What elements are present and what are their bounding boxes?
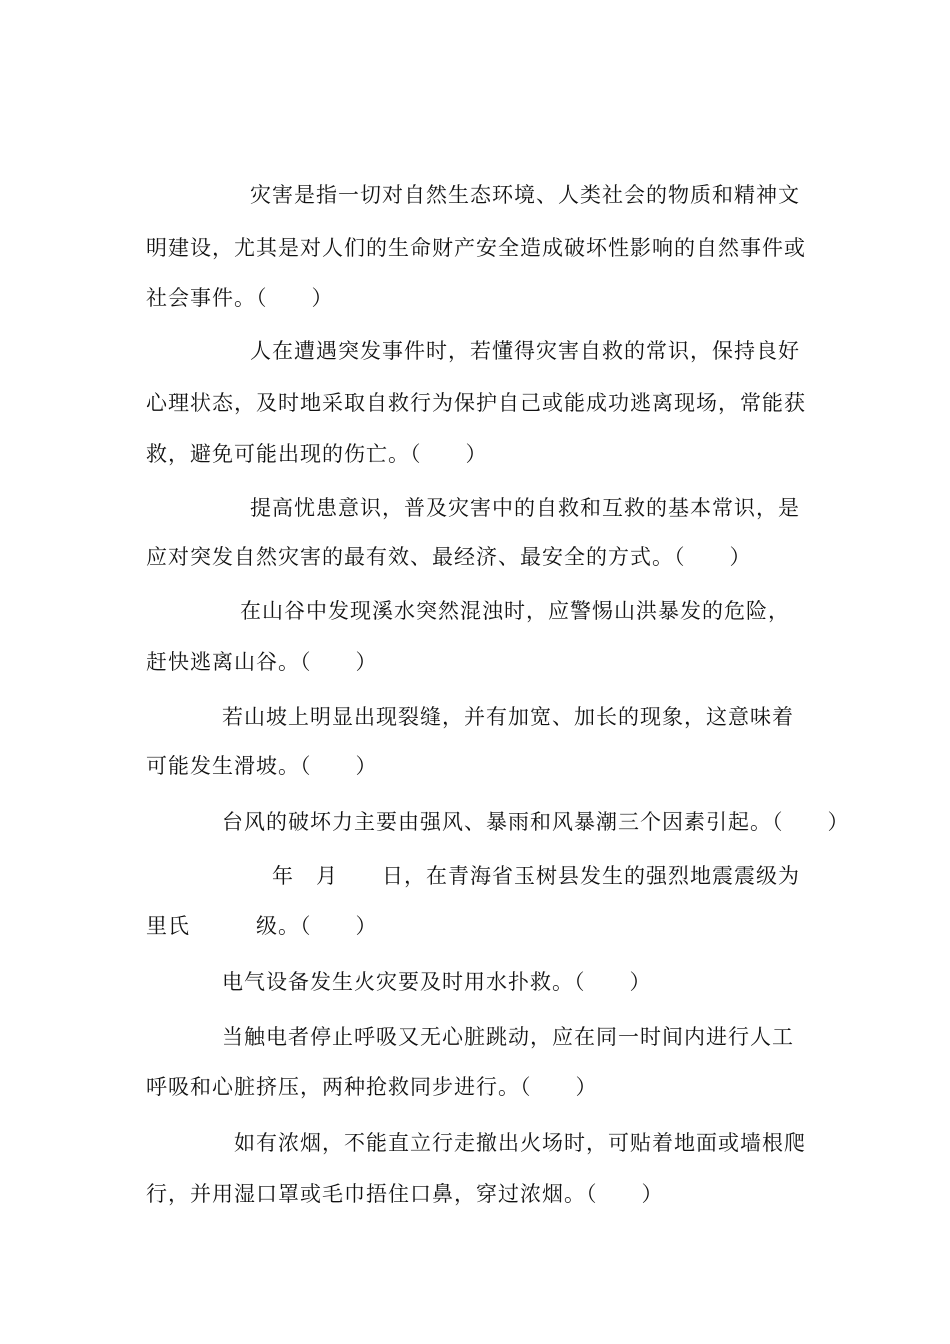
question-4-line-1: 在山谷中发现溪水突然混浊时，应警惕山洪暴发的危险，	[240, 599, 790, 623]
question-2-line-2: 心理状态，及时地采取自救行为保护自己或能成功逃离现场，常能获	[146, 391, 806, 415]
question-6-line-1: 台风的破坏力主要由强风、暴雨和风暴潮三个因素引起。（ ）	[222, 810, 850, 834]
question-10-line-1: 如有浓烟，不能直立行走撤出火场时，可贴着地面或墙根爬	[234, 1131, 806, 1155]
question-7-line-2: 里氏 级。（ ）	[146, 914, 378, 938]
question-3-line-1: 提高忧患意识，普及灾害中的自救和互救的基本常识，是	[250, 496, 800, 520]
question-1-line-1: 灾害是指一切对自然生态环境、人类社会的物质和精神文	[250, 183, 800, 207]
question-4-line-2: 赶快逃离山谷。（ ）	[146, 650, 378, 674]
question-1-line-2: 明建设，尤其是对人们的生命财产安全造成破坏性影响的自然事件或	[146, 236, 806, 260]
question-5-line-2: 可能发生滑坡。（ ）	[146, 754, 378, 778]
question-9-line-2: 呼吸和心脏挤压，两种抢救同步进行。（ ）	[146, 1075, 598, 1099]
question-3-line-2: 应对突发自然灾害的最有效、最经济、最安全的方式。（ ）	[146, 545, 752, 569]
question-10-line-2: 行，并用湿口罩或毛巾捂住口鼻，穿过浓烟。（ ）	[146, 1182, 664, 1206]
question-7-line-1: 年 月 日，在青海省玉树县发生的强烈地震震级为	[272, 864, 800, 888]
question-9-line-1: 当触电者停止呼吸又无心脏跳动，应在同一时间内进行人工	[222, 1025, 794, 1049]
question-1-line-3: 社会事件。（ ）	[146, 286, 334, 310]
question-2-line-3: 救，避免可能出现的伤亡。（ ）	[146, 442, 488, 466]
question-5-line-1: 若山坡上明显出现裂缝，并有加宽、加长的现象，这意味着	[222, 705, 794, 729]
question-2-line-1: 人在遭遇突发事件时，若懂得灾害自救的常识，保持良好	[250, 339, 800, 363]
question-8-line-1: 电气设备发生火灾要及时用水扑救。（ ）	[222, 970, 652, 994]
